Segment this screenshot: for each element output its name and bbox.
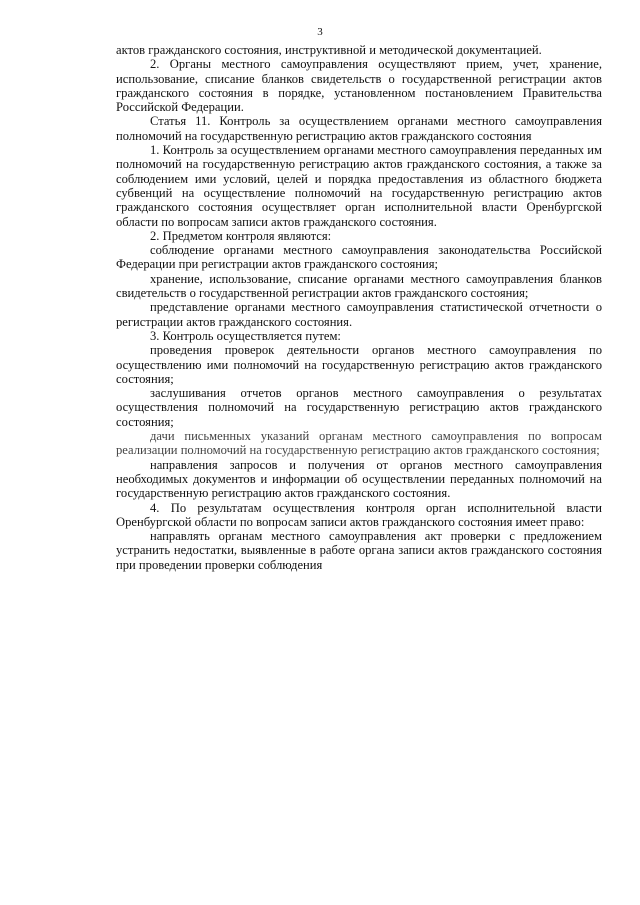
paragraph-control-item-3: 3. Контроль осуществляется путем: (150, 328, 341, 343)
paragraph-method-reports: заслушивания отчетов органов местного самоуправления о результатах осуществления полномочий на государственную регистрацию актов гражданского состояния; (116, 386, 602, 429)
paragraph-control-item-1: 1. Контроль за осуществлением органами местного самоуправления переданных им полномочий на государственную регистрацию актов гражданского состояния, а также за соблюдением ими условий, целей и порядка предоставления из областного бюджета субвенций на осуществление полномочий на государственную регистрацию актов гражданского состояния осуществляет орган исполнительной власти Оренбургской области по вопросам записи актов гражданского состояния. (116, 143, 602, 229)
paragraph-continuation: актов гражданского состояния, инструктивной и методической документацией. (116, 43, 542, 57)
page-number: 3 (317, 26, 323, 38)
paragraph-item-2-blanks: 2. Органы местного самоуправления осуществляют прием, учет, хранение, использование, списание бланков свидетельств о государственной регистрации актов гражданского состояния в порядке, установленном постановлением Правительства Российской Федерации. (116, 57, 602, 115)
paragraph-subject-legislation: соблюдение органами местного самоуправления законодательства Российской Федерации при регистрации актов гражданского состояния; (116, 243, 602, 272)
paragraph-method-instructions: дачи письменных указаний органам местного самоуправления по вопросам реализации полномочий на государственную регистрацию актов гражданского состояния; (116, 429, 602, 458)
paragraph-subject-statistics: представление органами местного самоуправления статистической отчетности о регистрации актов гражданского состояния. (116, 300, 602, 329)
paragraph-method-requests: направления запросов и получения от органов местного самоуправления необходимых документов и информации об осуществлении переданных полномочий на государственную регистрацию актов гражданского состояния. (116, 457, 602, 501)
paragraph-right-act: направлять органам местного самоуправления акт проверки с предложением устранить недостатки, выявленные в работе органа записи актов гражданского состояния при проведении проверки соблюдения (116, 529, 602, 572)
paragraph-control-item-2: 2. Предметом контроля являются: (150, 228, 332, 243)
paragraph-subject-blanks: хранение, использование, списание органами местного самоуправления бланков свидетельств о государственной регистрации актов гражданского состояния; (116, 271, 602, 301)
paragraph-method-inspections: проведения проверок деятельности органов местного самоуправления по осуществлению ими полномочий на государственную регистрацию актов гражданского состояния; (116, 343, 602, 386)
article-11-heading: Статья 11. Контроль за осуществлением органами местного самоуправления полномочий на государственную регистрацию актов гражданского состояния (116, 114, 602, 143)
document-body (116, 43, 602, 572)
paragraph-control-item-4: 4. По результатам осуществления контроля орган исполнительной власти Оренбургской области по вопросам записи актов гражданского состояния имеет право: (116, 500, 602, 529)
